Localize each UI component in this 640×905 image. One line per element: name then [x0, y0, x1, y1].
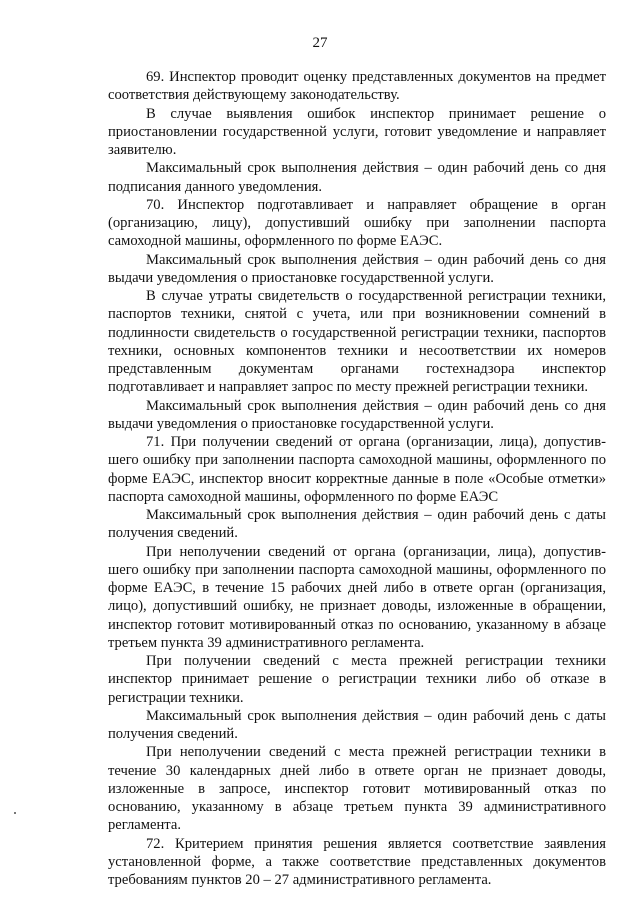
- paragraph-no-response-30-days: При неполучении сведений с места прежней регистрации техники в течение 30 календарных дней либо в ответе орган не признает доводы, изложенные в запросе, инспектор готовит мотивированный отказ по основанию, указанному в абзаце третьем пункта 39 административного регламента.: [108, 744, 606, 834]
- page-number: 27: [312, 35, 328, 51]
- paragraph-no-response-15-days: При неполучении сведений от органа (организации, лица), допустив-шего ошибку при заполнении паспорта самоходной машины, оформленного по форме ЕАЭС, в течение 15 рабочих дней либо в ответе орган (организация, лицо), допустивший ошибку, не признает доводы, изложенные в обращении, инспектор готовит мотивированный отказ по основанию, указанному в абзаце третьем пункта 39 административного регламента.: [108, 543, 606, 651]
- document-body: [108, 68, 606, 889]
- paragraph-errors-found: В случае выявления ошибок инспектор принимает решение о приостановлении государственной услуги, готовит уведомление и направляет заявителю.: [108, 105, 606, 158]
- paragraph-deadline-received-2: Максимальный срок выполнения действия – один рабочий день с даты получения сведений.: [108, 707, 606, 742]
- paragraph-deadline-received: Максимальный срок выполнения действия – один рабочий день с даты получения сведений.: [108, 507, 606, 542]
- paragraph-deadline-notice: Максимальный срок выполнения действия – один рабочий день со дня подписания данного уведомления.: [108, 160, 606, 195]
- paragraph-previous-registration: При получении сведений с места прежней регистрации техники инспектор принимает решение о регистрации техники либо об отказе в регистрации техники.: [108, 653, 606, 706]
- paragraph-deadline-suspension: Максимальный срок выполнения действия – один рабочий день со дня выдачи уведомления о приостановке государственной услуги.: [108, 251, 606, 286]
- paragraph-deadline-suspension-2: Максимальный срок выполнения действия – один рабочий день со дня выдачи уведомления о приостановке государственной услуги.: [108, 397, 606, 432]
- paragraph-71: 71. При получении сведений от органа (организации, лица), допустив-шего ошибку при заполнении паспорта самоходной машины, оформленного по форме ЕАЭС, инспектор вносит корректные данные в поле «Особые отметки» паспорта самоходной машины, оформленного по форме ЕАЭС: [108, 434, 606, 505]
- paragraph-72: 72. Критерием принятия решения является соответствие заявления установленной форме, а также соответствие представленных документов требованиям пунктов 20 – 27 административного регламента.: [108, 835, 606, 888]
- paragraph-lost-certificates: В случае утраты свидетельств о государственной регистрации техники, паспортов техники, снятой с учета, или при возникновении сомнений в подлинности свидетельств о государственной регистрации техники, паспортов техники, основных компонентов техники и несоответствии их номеров представленным документам органами гостехнадзора инспектор подготавливает и направляет запрос по месту прежней регистрации техники.: [108, 288, 606, 396]
- paragraph-70: 70. Инспектор подготавливает и направляет обращение в орган (организацию, лицу), допустивший ошибку при заполнении паспорта самоходной машины, оформленного по форме ЕАЭС.: [108, 196, 606, 250]
- paragraph-69: 69. Инспектор проводит оценку представленных документов на предмет соответствия действующему законодательству.: [108, 69, 606, 104]
- scan-mark: [14, 812, 16, 814]
